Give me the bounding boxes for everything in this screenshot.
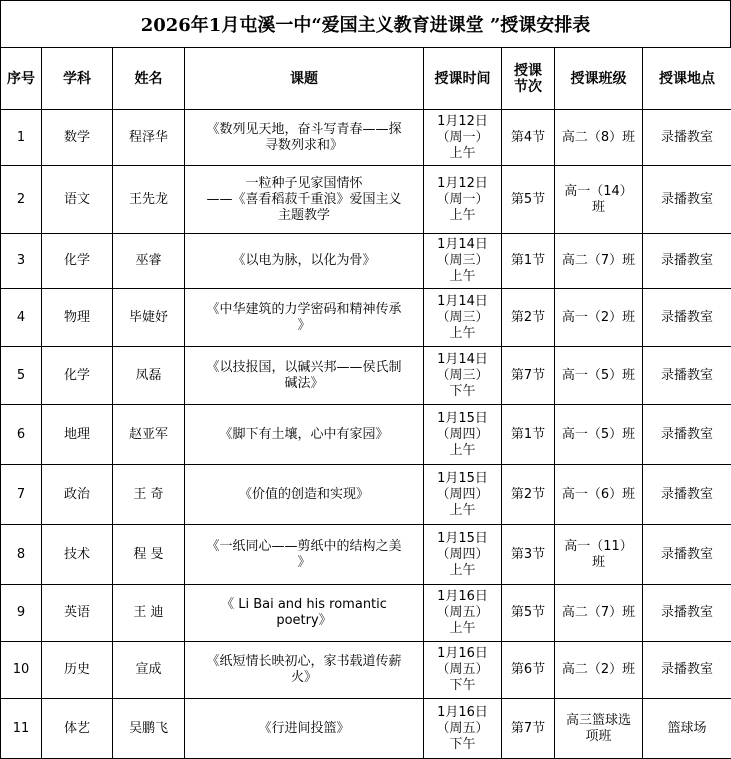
cell-time: 1月16日 （周五） 下午 [424, 699, 502, 759]
cell-class: 高一（5）班 [555, 347, 643, 405]
table-row [1, 525, 731, 585]
cell-class: 高一（6）班 [555, 465, 643, 525]
cell-subject: 物理 [42, 289, 113, 347]
cell-time: 1月15日 （周四） 上午 [424, 465, 502, 525]
cell-class: 高一（2）班 [555, 289, 643, 347]
cell-period: 第4节 [502, 110, 555, 166]
cell-class: 高一（14） 班 [555, 166, 643, 234]
cell-period: 第1节 [502, 405, 555, 465]
cell-topic: 《中华建筑的力学密码和精神传承 》 [185, 289, 424, 347]
cell-subject: 体艺 [42, 699, 113, 759]
cell-name: 王先龙 [113, 166, 185, 234]
cell-subject: 数学 [42, 110, 113, 166]
table-row [1, 699, 731, 759]
header-time: 授课时间 [424, 48, 502, 110]
cell-name: 巫睿 [113, 234, 185, 289]
cell-no: 9 [1, 585, 42, 642]
cell-time: 1月12日 （周一） 上午 [424, 110, 502, 166]
cell-topic: 《以电为脉，以化为骨》 [185, 234, 424, 289]
cell-place: 录播教室 [643, 289, 731, 347]
cell-no: 10 [1, 642, 42, 699]
schedule-table [0, 47, 731, 759]
cell-name: 程泽华 [113, 110, 185, 166]
header-class: 授课班级 [555, 48, 643, 110]
cell-place: 录播教室 [643, 347, 731, 405]
cell-place: 录播教室 [643, 642, 731, 699]
cell-no: 1 [1, 110, 42, 166]
cell-period: 第3节 [502, 525, 555, 585]
cell-place: 录播教室 [643, 525, 731, 585]
cell-time: 1月16日 （周五） 下午 [424, 642, 502, 699]
cell-subject: 地理 [42, 405, 113, 465]
cell-period: 第5节 [502, 166, 555, 234]
header-row [1, 48, 731, 110]
cell-class: 高一（11） 班 [555, 525, 643, 585]
cell-no: 8 [1, 525, 42, 585]
table-row [1, 585, 731, 642]
cell-period: 第6节 [502, 642, 555, 699]
cell-place: 录播教室 [643, 405, 731, 465]
cell-period: 第2节 [502, 465, 555, 525]
cell-period: 第7节 [502, 699, 555, 759]
cell-place: 录播教室 [643, 465, 731, 525]
cell-subject: 化学 [42, 347, 113, 405]
cell-subject: 英语 [42, 585, 113, 642]
cell-name: 宣成 [113, 642, 185, 699]
header-period: 授课 节次 [502, 48, 555, 110]
cell-topic: 《纸短情长映初心，家书载道传薪 火》 [185, 642, 424, 699]
cell-class: 高三篮球选 项班 [555, 699, 643, 759]
cell-no: 11 [1, 699, 42, 759]
header-topic: 课题 [185, 48, 424, 110]
table-row [1, 166, 731, 234]
table-row [1, 465, 731, 525]
cell-no: 4 [1, 289, 42, 347]
table-row [1, 234, 731, 289]
cell-place: 录播教室 [643, 110, 731, 166]
cell-time: 1月14日 （周三） 下午 [424, 347, 502, 405]
cell-no: 2 [1, 166, 42, 234]
cell-time: 1月12日 （周一） 上午 [424, 166, 502, 234]
cell-time: 1月14日 （周三） 上午 [424, 234, 502, 289]
cell-time: 1月15日 （周四） 上午 [424, 405, 502, 465]
cell-period: 第5节 [502, 585, 555, 642]
cell-no: 5 [1, 347, 42, 405]
table-row [1, 642, 731, 699]
cell-name: 王 迪 [113, 585, 185, 642]
cell-no: 3 [1, 234, 42, 289]
table-row [1, 405, 731, 465]
cell-topic: 《以技报国，以碱兴邦——侯氏制 碱法》 [185, 347, 424, 405]
cell-topic: 《脚下有土壤，心中有家园》 [185, 405, 424, 465]
cell-class: 高二（2）班 [555, 642, 643, 699]
table-row [1, 110, 731, 166]
cell-name: 吴鹏飞 [113, 699, 185, 759]
header-no: 序号 [1, 48, 42, 110]
cell-name: 赵亚军 [113, 405, 185, 465]
cell-name: 王 奇 [113, 465, 185, 525]
cell-topic: 《 Li Bai and his romantic poetry》 [185, 585, 424, 642]
cell-name: 毕婕妤 [113, 289, 185, 347]
cell-place: 录播教室 [643, 585, 731, 642]
cell-period: 第2节 [502, 289, 555, 347]
cell-subject: 化学 [42, 234, 113, 289]
cell-class: 高二（7）班 [555, 585, 643, 642]
cell-name: 程 旻 [113, 525, 185, 585]
cell-subject: 历史 [42, 642, 113, 699]
cell-name: 凤磊 [113, 347, 185, 405]
cell-no: 6 [1, 405, 42, 465]
sheet-title: 2026年1月屯溪一中“爱国主义教育进课堂 ”授课安排表 [0, 0, 731, 47]
cell-topic: 《价值的创造和实现》 [185, 465, 424, 525]
cell-subject: 语文 [42, 166, 113, 234]
cell-class: 高一（5）班 [555, 405, 643, 465]
header-subject: 学科 [42, 48, 113, 110]
cell-topic: 《行进间投篮》 [185, 699, 424, 759]
cell-subject: 政治 [42, 465, 113, 525]
cell-period: 第1节 [502, 234, 555, 289]
cell-place: 录播教室 [643, 234, 731, 289]
cell-time: 1月16日 （周五） 上午 [424, 585, 502, 642]
cell-period: 第7节 [502, 347, 555, 405]
header-name: 姓名 [113, 48, 185, 110]
cell-time: 1月15日 （周四） 上午 [424, 525, 502, 585]
cell-time: 1月14日 （周三） 上午 [424, 289, 502, 347]
table-row [1, 289, 731, 347]
cell-place: 录播教室 [643, 166, 731, 234]
cell-class: 高二（7）班 [555, 234, 643, 289]
cell-place: 篮球场 [643, 699, 731, 759]
cell-topic: 《一纸同心——剪纸中的结构之美 》 [185, 525, 424, 585]
cell-topic: 一粒种子见家国情怀 ——《喜看稻菽千重浪》爱国主义 主题教学 [185, 166, 424, 234]
cell-topic: 《数列见天地，奋斗写青春——探 寻数列求和》 [185, 110, 424, 166]
cell-no: 7 [1, 465, 42, 525]
header-place: 授课地点 [643, 48, 731, 110]
cell-class: 高二（8）班 [555, 110, 643, 166]
table-row [1, 347, 731, 405]
cell-subject: 技术 [42, 525, 113, 585]
